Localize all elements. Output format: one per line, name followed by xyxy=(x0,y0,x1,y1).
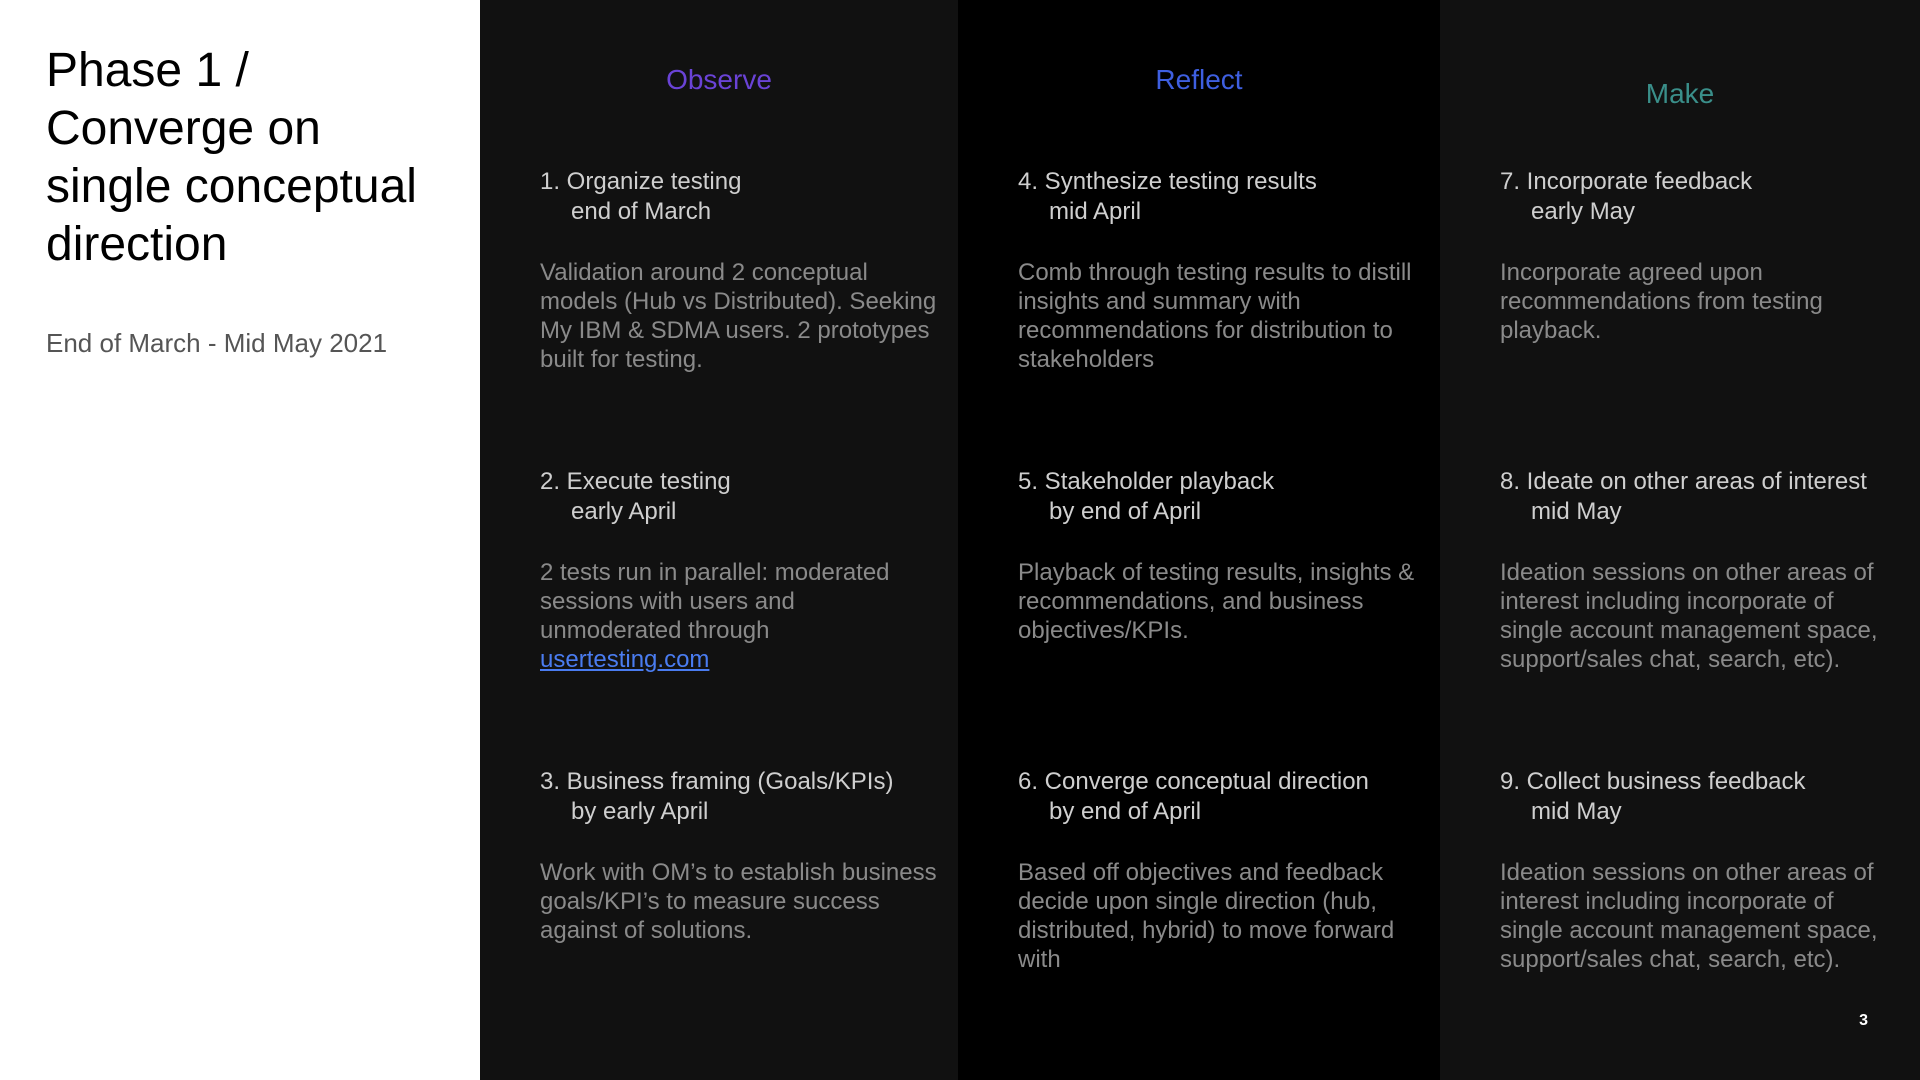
task-date: mid May xyxy=(1531,498,1622,525)
column-reflect xyxy=(958,0,1440,1080)
task-title: 5. Stakeholder playback xyxy=(1018,468,1275,495)
task-date: by end of April xyxy=(1049,798,1202,825)
task-description: Playback of testing results, insights & recommendations, and business objectives/KPIs. xyxy=(1018,559,1415,644)
task-description: Comb through testing results to distill insights and summary with recommendations for distribution to stakeholders xyxy=(1018,259,1412,373)
task-date: by early April xyxy=(571,798,709,825)
column-make xyxy=(1440,0,1920,1080)
column-header-make: Make xyxy=(1645,78,1715,109)
task-title: 2. Execute testing xyxy=(540,468,731,495)
task-date: end of March xyxy=(571,198,712,225)
task-6 xyxy=(1018,767,1418,974)
task-date: early May xyxy=(1531,198,1636,225)
task-description xyxy=(540,558,940,674)
page-title: Phase 1 / Converge on single conceptual direction xyxy=(46,44,417,271)
task-4 xyxy=(1018,167,1418,374)
usertesting-link[interactable]: usertesting.com xyxy=(540,646,710,673)
column-header-reflect: Reflect xyxy=(1155,64,1243,95)
task-8 xyxy=(1500,467,1900,674)
task-title: 4. Synthesize testing results xyxy=(1018,168,1317,195)
task-description: Validation around 2 conceptual models (Hub vs Distributed). Seeking My IBM & SDMA users. 2 prototypes built for testing. xyxy=(540,259,937,373)
task-9 xyxy=(1500,767,1900,974)
task-5 xyxy=(1018,467,1418,645)
task-title: 3. Business framing (Goals/KPIs) xyxy=(540,768,894,795)
task-title: 9. Collect business feedback xyxy=(1500,768,1806,795)
task-1 xyxy=(540,167,940,374)
task-title: 6. Converge conceptual direction xyxy=(1018,768,1369,795)
task-title: 8. Ideate on other areas of interest xyxy=(1500,468,1867,495)
page-number: 3 xyxy=(1859,1012,1868,1029)
task-description: Based off objectives and feedback decide upon single direction (hub, distributed, hybrid) to move forward with xyxy=(1018,859,1395,973)
task-date: mid May xyxy=(1531,798,1622,825)
column-header-observe: Observe xyxy=(666,64,772,95)
task-description: Ideation sessions on other areas of interest including incorporate of single account management space, support/sales chat, search, etc). xyxy=(1500,859,1878,973)
task-date: by end of April xyxy=(1049,498,1202,525)
task-date: mid April xyxy=(1049,198,1142,225)
task-2 xyxy=(540,467,940,674)
task-description-text: 2 tests run in parallel: moderated sessions with users and unmoderated through xyxy=(540,559,890,644)
task-description: Ideation sessions on other areas of interest including incorporate of single account management space, support/sales chat, search, etc). xyxy=(1500,559,1878,673)
task-title: 1. Organize testing xyxy=(540,168,742,195)
task-description: Incorporate agreed upon recommendations from testing playback. xyxy=(1500,259,1823,344)
task-3 xyxy=(540,767,940,945)
task-description: Work with OM’s to establish business goals/KPI’s to measure success against of solutions. xyxy=(540,859,937,944)
left-panel xyxy=(0,0,480,1080)
task-7 xyxy=(1500,167,1900,345)
task-date: early April xyxy=(571,498,677,525)
date-range: End of March - Mid May 2021 xyxy=(46,328,388,358)
task-title: 7. Incorporate feedback xyxy=(1500,168,1753,195)
column-observe xyxy=(480,0,958,1080)
